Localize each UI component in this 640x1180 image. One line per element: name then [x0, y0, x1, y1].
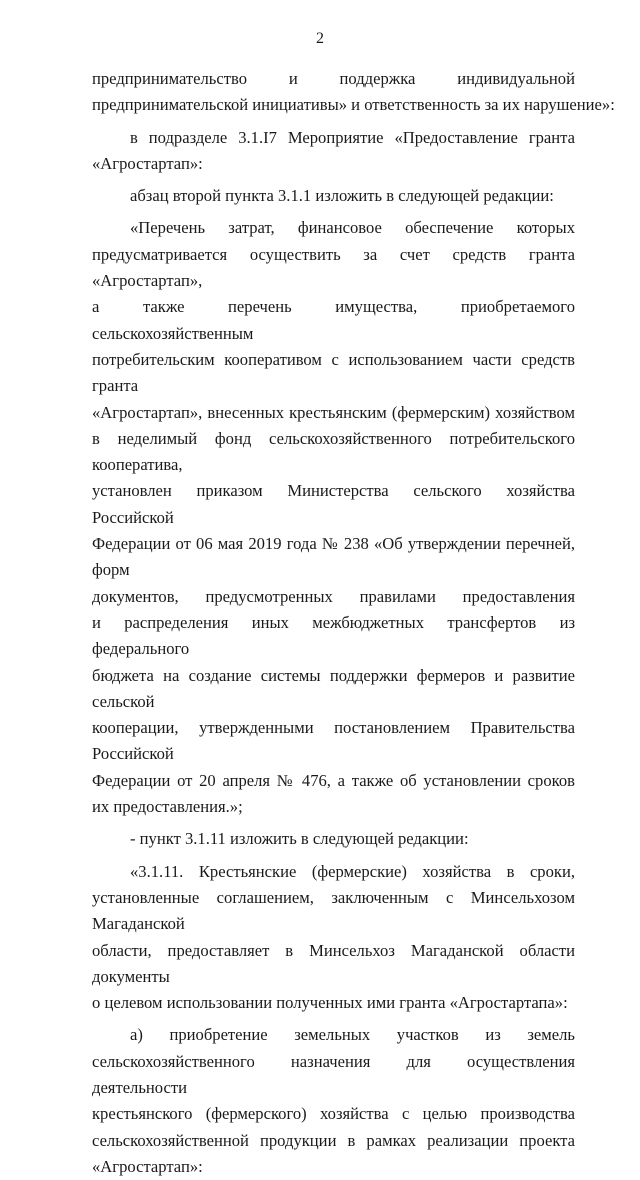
text-line: в подразделе 3.1.I7 Мероприятие «Предоставление гранта — [130, 127, 575, 147]
text-line: а также перечень имущества, приобретаемого сельскохозяйственным — [92, 297, 575, 343]
paragraph-instruction — [92, 183, 575, 209]
text-line: предпринимательской инициативы» и ответственность за их нарушение»: — [92, 95, 615, 115]
text-line: сельскохозяйственного назначения для осуществления деятельности — [92, 1051, 575, 1097]
text-line: в неделимый фонд сельскохозяйственного потребительского кооператива, — [92, 428, 575, 475]
text-line: Федерации от 20 апреля № 476, а также об установлении сроков — [92, 770, 575, 790]
text-line: и распределения иных межбюджетных трансфертов из федерального — [92, 612, 575, 659]
paragraph-subitem-a — [92, 1022, 575, 1180]
text-line: - пункт 3.1.11 изложить в следующей редакции: — [130, 829, 469, 849]
text-line: предусматривается осуществить за счет средств гранта «Агростартап», — [92, 244, 575, 291]
text-line: крестьянского (фермерского) хозяйства с целью производства — [92, 1104, 575, 1124]
paragraph-item-3-1-11 — [92, 859, 575, 1017]
page-number: 2 — [316, 30, 324, 47]
text-line: установленные соглашением, заключенным с Минсельхозом Магаданской — [92, 887, 575, 934]
text-line: Федерации от 06 мая 2019 года № 238 «Об утверждении перечней, форм — [92, 534, 575, 580]
text-line: «3.1.11. Крестьянские (фермерские) хозяйства в сроки, — [130, 861, 575, 881]
text-line: установлен приказом Министерства сельского хозяйства Российской — [92, 481, 575, 527]
text-line: о целевом использовании полученных ими гранта «Агростартапа»: — [92, 993, 568, 1013]
text-line: их предоставления.»; — [92, 797, 243, 817]
text-line: «Перечень затрат, финансовое обеспечение которых — [130, 218, 575, 238]
text-line: «Агростартап»: — [92, 1156, 203, 1176]
text-line: потребительским кооперативом с использованием части средств гранта — [92, 349, 575, 396]
text-line: «Агростартап», внесенных крестьянским (фермерским) хозяйством — [92, 402, 575, 422]
text-line: кооперации, утвержденными постановлением Правительства Российской — [92, 718, 575, 764]
paragraph-continuation — [92, 66, 615, 119]
text-line: сельскохозяйственной продукции в рамках реализации проекта — [92, 1130, 575, 1150]
paragraph-subsection — [92, 125, 575, 178]
text-line: бюджета на создание системы поддержки фермеров и развитие сельской — [92, 665, 575, 711]
document-body — [92, 66, 615, 1180]
text-line: предпринимательство и поддержка индивидуальной — [92, 69, 575, 88]
text-line: абзац второй пункта 3.1.1 изложить в следующей редакции: — [130, 186, 554, 206]
text-line: а) приобретение земельных участков из земель — [130, 1025, 575, 1045]
text-line: области, предоставляет в Минсельхоз Магаданской области документы — [92, 940, 575, 986]
text-line: документов, предусмотренных правилами предоставления — [92, 586, 575, 606]
text-line: «Агростартап»: — [92, 153, 203, 173]
paragraph-item-change — [92, 826, 575, 852]
paragraph-list-of-costs — [92, 215, 575, 820]
